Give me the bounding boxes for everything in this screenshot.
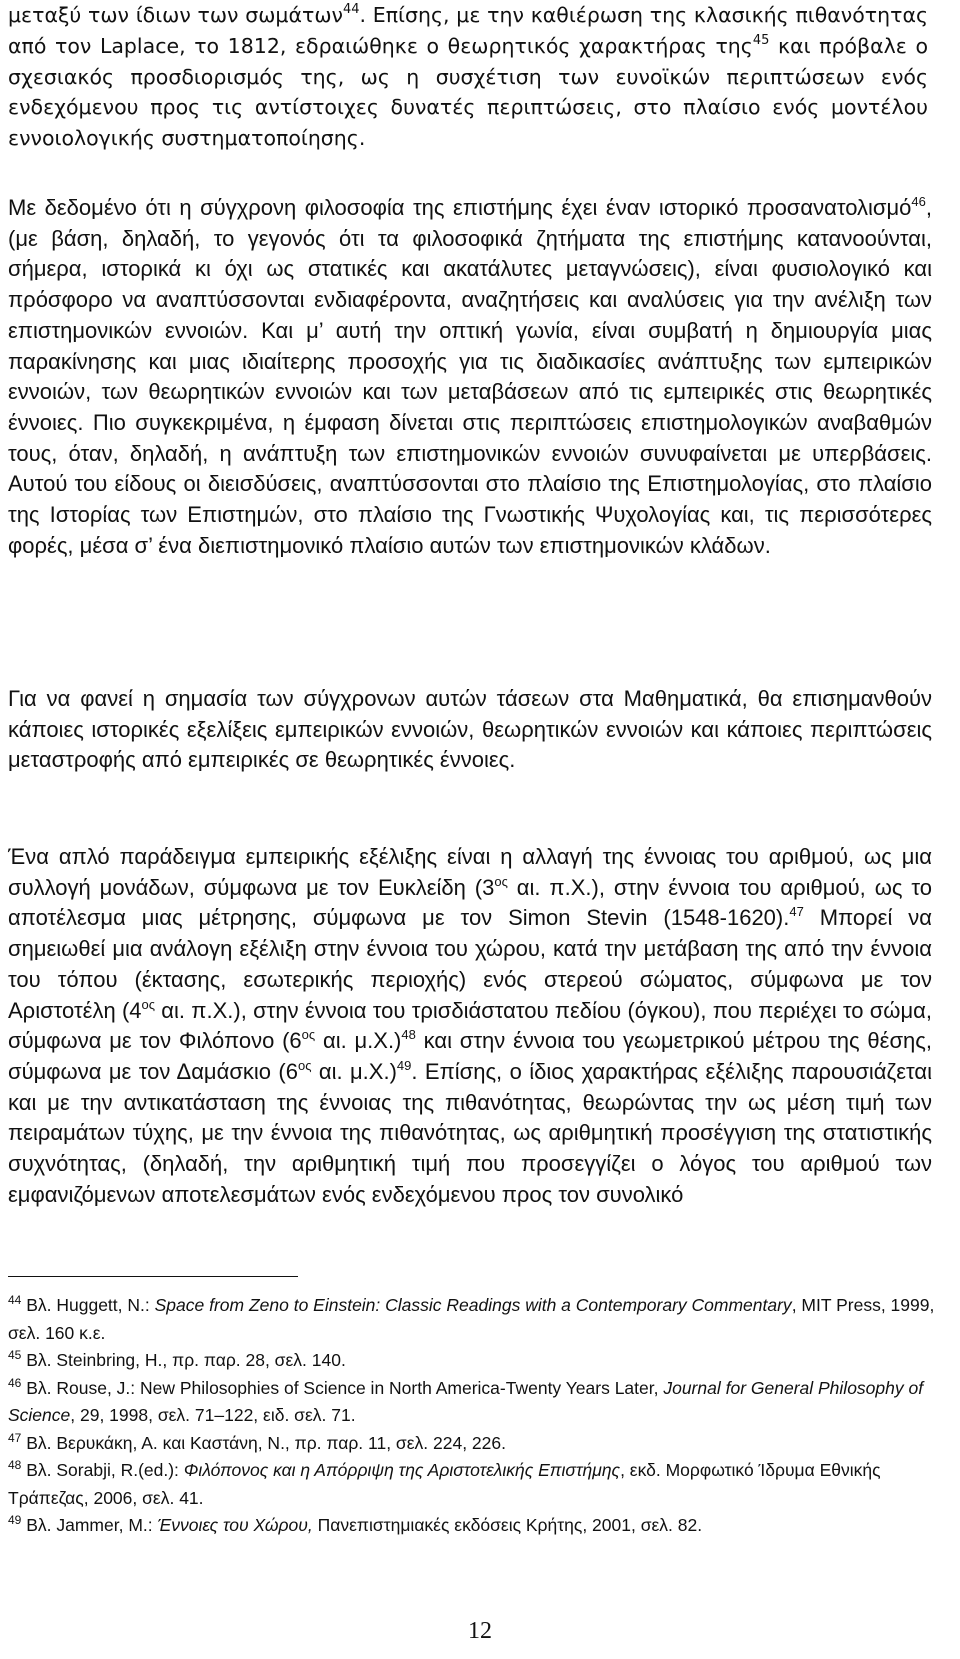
footnote-ref-46[interactable]: 46 (911, 194, 926, 209)
footnote-45 (8, 1347, 938, 1375)
footnote-ref-47[interactable]: 47 (789, 904, 804, 920)
footnotes (8, 1292, 938, 1540)
paragraph-4 (8, 842, 932, 1210)
footnote-title: Έννοιες του Χώρου, (157, 1515, 313, 1535)
paragraph-4-text-e: αι. μ.Χ.) (315, 1028, 402, 1054)
footnote-title: Journal for General Philosophy of Science (8, 1377, 924, 1425)
footnote-ref-44[interactable]: 44 (342, 2, 360, 17)
page-number: 12 (468, 1618, 492, 1644)
footnote-ref-48[interactable]: 48 (401, 1027, 416, 1043)
footnote-text: Βλ. Sorabji, R.(ed.): (21, 1460, 184, 1480)
footnote-ref-49[interactable]: 49 (396, 1057, 412, 1073)
footnote-text: Βλ. Rouse, J.: New Philosophies of Science in North America-Twenty Years Later, (21, 1377, 664, 1398)
footnote-48 (8, 1457, 938, 1512)
footnote-47 (8, 1430, 938, 1458)
paragraph-4-text-b: αι. π.Χ.), στην έννοια του αριθμού, ως το αποτέλεσμα μιας μέτρησης, σύμφωνα με τον Simon Stevin (1548-1620). (8, 874, 932, 931)
footnote-text: Βλ. Jammer, M.: (21, 1515, 158, 1535)
footnote-text: , 29, 1998, σελ. 71–122, ειδ. σελ. 71. (70, 1405, 356, 1425)
footnote-number: 45 (8, 1348, 22, 1362)
ordinal-superscript: ος (141, 996, 156, 1012)
paragraph-3 (8, 684, 932, 776)
footnote-44 (8, 1292, 938, 1347)
footnote-text: , εκδ. Μορφωτικό Ίδρυμα Εθνικής Τράπεζας, 2006, σελ. 41. (8, 1460, 881, 1508)
paragraph-3-text: Για να φανεί η σημασία των σύγχρονων αυτών τάσεων στα Μαθηματικά, θα επισημανθούν κάποιες ιστορικές εξελίξεις εμπειρικών εννοιών, θεωρητικών εννοιών και κάποιες περιπτώσεις μεταστροφής από εμπειρικές σε θεωρητικές έννοιες. (8, 686, 932, 773)
footnote-title: Space from Zeno to Einstein: Classic Readings with a Contemporary Commentary (154, 1295, 792, 1315)
footnote-49 (8, 1512, 938, 1540)
paragraph-4-text-d: αι. π.Χ.), στην έννοια του τρισδιάστατου πεδίου (όγκου), που περιέχει το σώμα, σύμφωνα με τον Φιλόπονο (6 (8, 997, 932, 1054)
ordinal-superscript: ος (301, 1027, 316, 1043)
footnote-text: Πανεπιστημιακές εκδόσεις Κρήτης, 2001, σελ. 82. (312, 1515, 703, 1535)
footnote-number: 49 (8, 1513, 22, 1527)
footnote-text: Βλ. Huggett, N.: (21, 1295, 155, 1315)
footnote-title: Φιλόπονος και η Απόρριψη της Αριστοτελικής Επιστήμης (183, 1460, 621, 1480)
footnote-separator (8, 1276, 298, 1277)
footnote-46 (8, 1375, 938, 1430)
footnote-ref-45[interactable]: 45 (752, 32, 770, 48)
paragraph-4-text-f: και στην έννοια του γεωμετρικού μέτρου της θέσης, σύμφωνα με τον Δαμάσκιο (6 (8, 1028, 932, 1084)
footnote-number: 44 (8, 1293, 22, 1307)
paragraph-2 (8, 193, 932, 561)
footnote-number: 47 (8, 1430, 22, 1445)
paragraph-2-text-b: , (με βάση, δηλαδή, το γεγονός ότι τα φιλοσοφικά ζητήματα της επιστήμης κατανοούνται, σήμερα, ιστορικά κι όχι ως στατικές και ακατάλυτες μεταγνώσεις), είναι φυσιολογικό και πρόσφορο να αναπτύσσονται ενδιαφέροντα, αναζητήσεις και αναλύσεις για την ανέλιξη των επιστημονικών εννοιών. Και μ’ αυτή την οπτική γωνία, είναι συμβατή η δημιουργία μιας παρακίνησης και μιας ιδιαίτερης προσοχής για τις διαδικασίες ανάπτυξης των εμπειρικών εννοιών, των θεωρητικών εννοιών και των μεταβάσεων από τις εμπειρικές στις θεωρητικές έννοιες. Πιο συγκεκριμένα, η έμφαση δίνεται στις περιπτώσεις επιστημολογικών αναβαθμών τους, όταν, δηλαδή, η ανάπτυξη των επιστημονικών εννοιών συνυφαίνεται με υπερβάσεις. Αυτού του είδους οι διεισδύσεις, αναπτύσσονται στο πλαίσιο της Επιστημολογίας, στο πλαίσιο της Ιστορίας των Επιστημών, στο πλαίσιο της Γνωστικής Ψυχολογίας και, τις περισσότερες φορές, μέσα σ’ ένα διεπιστημονικό πλαίσιο αυτών των επιστημονικών κλάδων. (8, 195, 932, 558)
footnote-number: 48 (8, 1458, 22, 1472)
paragraph-4-text-c: Μπορεί να σημειωθεί μια ανάλογη εξέλιξη στην έννοια του χώρου, κατά την μετάβαση της από την έννοια του τόπου (έκτασης, εσωτερικής περιοχής) ενός στερεού σώματος, σύμφωνα με τον Αριστοτέλη (4 (8, 905, 932, 1023)
paragraph-4-text-a: Ένα απλό παράδειγμα εμπειρικής εξέλιξης είναι η αλλαγή της έννοιας του αριθμού, ως μια συλλογή μονάδων, σύμφωνα με τον Ευκλείδη (3 (8, 844, 932, 900)
paragraph-1-text-c: και πρόβαλε ο σχεσιακός προσδιορισμός της, ως η συσχέτιση των ευνοϊκών περιπτώσεων ενός ενδεχόμενου προς τις αντίστοιχες δυνατές περιπτώσεις, στο πλαίσιο ενός μοντέλου εννοιολογικής συστηματοποίησης. (8, 33, 928, 151)
ordinal-superscript: ος (494, 873, 508, 889)
footnote-text: , MIT Press, 1999, σελ. 160 κ.ε. (8, 1295, 935, 1343)
footnote-text: Βλ. Βερυκάκη, Α. και Καστάνη, Ν., πρ. παρ. 11, σελ. 224, 226. (21, 1432, 506, 1453)
paragraph-1-text-a: μεταξύ των ίδιων των σωμάτων (8, 3, 343, 27)
paragraph-1-text-b: . Επίσης, με την καθιέρωση της κλασικής πιθανότητας από τον Laplace, το 1812, εδραιώθηκε ο θεωρητικός χαρακτήρας της (8, 3, 928, 58)
ordinal-superscript: ος (298, 1057, 312, 1073)
footnote-text: Βλ. Steinbring, H., πρ. παρ. 28, σελ. 140. (21, 1350, 346, 1370)
paragraph-1 (8, 0, 928, 154)
paragraph-4-text-h: . Επίσης, ο ίδιος χαρακτήρας εξέλιξης παρουσιάζεται και με την αντικατάσταση της έννοιας της πιθανότητας, θεωρώντας την ως μέση τιμή των πειραμάτων τύχης, με την έννοια της πιθανότητας, ως αριθμητική προσέγγιση της στατιστικής συχνότητας, (δηλαδή, την αριθμητική τιμή που προσεγγίζει ο λόγος του αριθμού των εμφανιζόμενων αποτελεσμάτων ενός ενδεχόμενου προς τον συνολικό (8, 1058, 933, 1207)
paragraph-4-text-g: αι. μ.Χ.) (311, 1058, 397, 1084)
paragraph-2-text-a: Με δεδομένο ότι η σύγχρονη φιλοσοφία της επιστήμης έχει έναν ιστορικό προσανατολισμό (8, 195, 912, 220)
footnote-number: 46 (8, 1375, 22, 1390)
